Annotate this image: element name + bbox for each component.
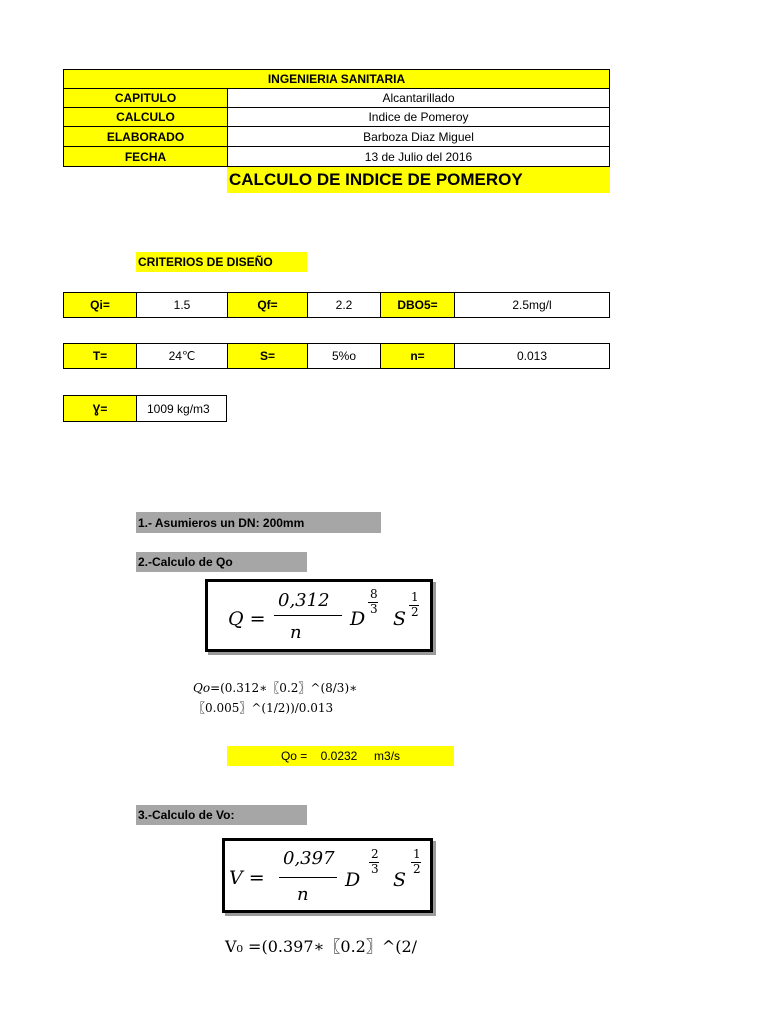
formula-v-base1: D: [345, 869, 361, 891]
formula-q-exp2-num: 1: [411, 590, 419, 604]
vo-expression-partial-clip: [225, 936, 485, 956]
step3-bar: 3.-Calculo de Vo:: [136, 805, 307, 825]
formula-q-fraction-bar: [274, 615, 342, 616]
header-title: INGENIERIA SANITARIA: [63, 69, 610, 89]
step1-bar: 1.- Asumieros un DN: 200mm: [136, 512, 381, 533]
t-label: T=: [63, 343, 137, 369]
formula-q-lhs: Q =: [228, 608, 266, 630]
header-value-capitulo: Alcantarillado: [227, 88, 610, 108]
header-label-calculo: CALCULO: [63, 107, 228, 127]
qo-result: [227, 746, 454, 766]
gamma-value: 1009 kg/m3: [136, 395, 227, 422]
formula-v-box: [222, 838, 433, 913]
header-value-calculo: Indice de Pomeroy: [227, 107, 610, 127]
dbo5-label: DBO5=: [380, 292, 455, 318]
header-label-capitulo: CAPITULO: [63, 88, 228, 108]
qo-expression-line2: 〖0.005〗^(1/2))/0.013: [193, 701, 334, 715]
gamma-label: Ɣ=: [63, 395, 137, 422]
n-value: 0.013: [454, 343, 610, 369]
header-label-fecha: FECHA: [63, 146, 228, 167]
qf-label: Qf=: [227, 292, 308, 318]
formula-v-exp2-den: 2: [413, 862, 421, 876]
dbo5-value: 2.5mg/l: [454, 292, 610, 318]
formula-q-num: 0,312: [278, 590, 330, 611]
main-title: CALCULO DE INDICE DE POMEROY: [227, 167, 610, 193]
criteria-heading: CRITERIOS DE DISEÑO: [136, 252, 307, 272]
formula-v-exp1-num: 2: [371, 847, 379, 861]
vo-expression-partial: V₀ =(0.397∗〖0.2〗^(2/: [225, 937, 418, 956]
n-label: n=: [380, 343, 455, 369]
formula-q-box: [205, 579, 433, 652]
qf-value: 2.2: [307, 292, 381, 318]
formula-q-den: n: [290, 622, 302, 643]
s-label: S=: [227, 343, 308, 369]
formula-v-den: n: [297, 884, 309, 905]
formula-v-exp2-num: 1: [413, 847, 421, 861]
formula-q-exp1-den: 3: [370, 602, 378, 616]
formula-q-base1: D: [350, 608, 366, 630]
header-value-fecha: 13 de Julio del 2016: [227, 146, 610, 167]
formula-v-num: 0,397: [283, 848, 335, 869]
qo-result-text: Qo = 0.0232 m3/s: [280, 749, 401, 763]
qi-value: 1.5: [136, 292, 228, 318]
qo-expression-line1: 𝑄𝑜=(0.312∗〖0.2〗^(8/3)∗: [193, 681, 358, 695]
formula-q-exp1-num: 8: [370, 587, 378, 601]
formula-q-exp2-den: 2: [411, 605, 419, 619]
qi-label: Qi=: [63, 292, 137, 318]
step2-bar: 2.-Calculo de Qo: [136, 552, 307, 572]
formula-v-base2: S: [393, 869, 407, 891]
formula-q-base2: S: [393, 608, 407, 630]
header-value-elaborado: Barboza Diaz Miguel: [227, 126, 610, 147]
header-label-elaborado: ELABORADO: [63, 126, 228, 147]
t-value: 24℃: [136, 343, 228, 369]
formula-v-lhs: V =: [229, 867, 265, 889]
formula-v-fraction-bar: [279, 877, 337, 878]
s-value: 5%o: [307, 343, 381, 369]
formula-v-exp1-den: 3: [371, 862, 379, 876]
